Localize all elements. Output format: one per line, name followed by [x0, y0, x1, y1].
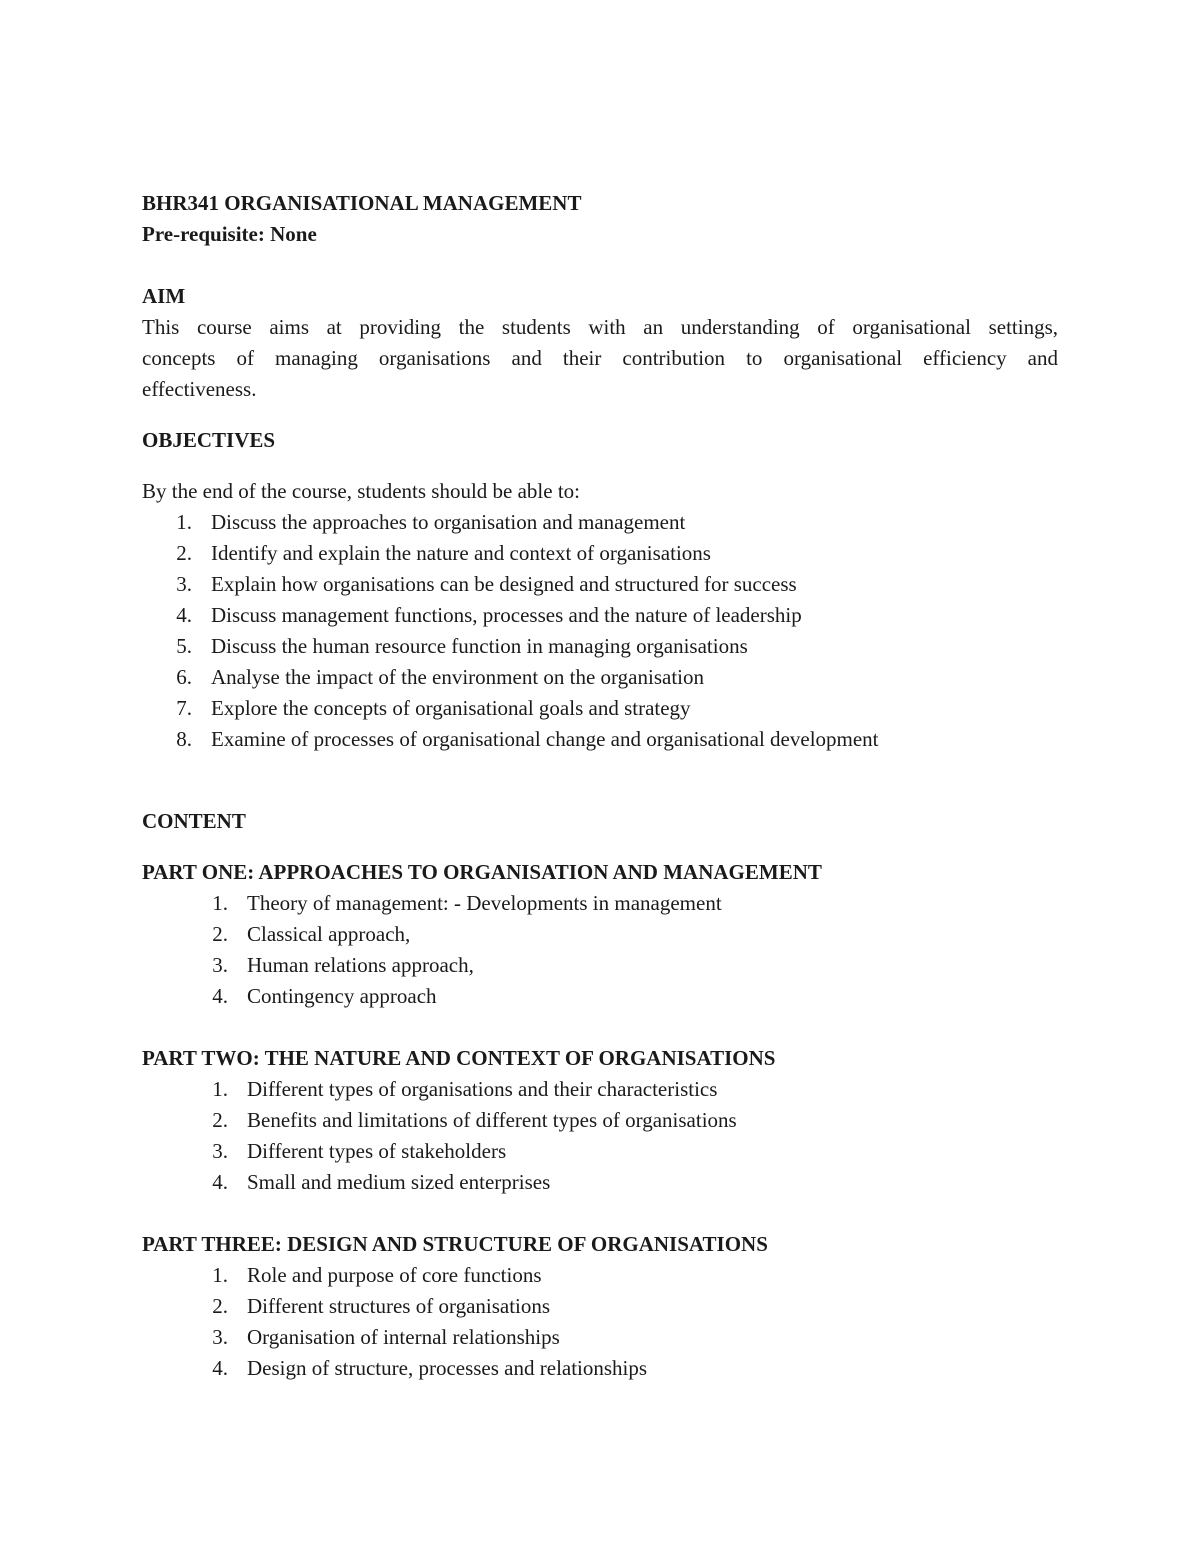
list-text: Analyse the impact of the environment on the organisation — [211, 665, 704, 689]
list-number: 3. — [212, 953, 228, 977]
list-number: 1. — [212, 1077, 228, 1101]
prerequisite: Pre-requisite: None — [142, 222, 317, 246]
list-number: 7. — [176, 696, 192, 720]
list-text: Different structures of organisations — [247, 1294, 551, 1318]
list-number: 2. — [212, 1108, 228, 1132]
list-number: 4. — [212, 984, 228, 1008]
aim-line-2: concepts of managing organisations and their contribution to organisational efficiency and — [142, 346, 1058, 370]
list-number: 1. — [212, 1263, 228, 1287]
part-three-heading: PART THREE: DESIGN AND STRUCTURE OF ORGANISATIONS — [142, 1232, 768, 1256]
list-text: Small and medium sized enterprises — [247, 1170, 551, 1194]
list-text: Identify and explain the nature and context of organisations — [211, 541, 711, 565]
list-text: Organisation of internal relationships — [247, 1325, 560, 1349]
list-text: Explore the concepts of organisational goals and strategy — [211, 696, 691, 720]
part-one-heading: PART ONE: APPROACHES TO ORGANISATION AND MANAGEMENT — [142, 860, 822, 884]
list-text: Classical approach, — [247, 922, 411, 946]
list-text: Benefits and limitations of different types of organisations — [247, 1108, 737, 1132]
list-number: 2. — [176, 541, 192, 565]
list-number: 2. — [212, 1294, 228, 1318]
list-text: Design of structure, processes and relationships — [247, 1356, 648, 1380]
list-number: 4. — [212, 1356, 228, 1380]
list-number: 3. — [212, 1325, 228, 1349]
list-text: Different types of stakeholders — [247, 1139, 507, 1163]
aim-line-3: effectiveness. — [142, 377, 257, 401]
list-text: Discuss management functions, processes and the nature of leadership — [211, 603, 802, 627]
list-text: Contingency approach — [247, 984, 437, 1008]
list-number: 5. — [176, 634, 192, 658]
aim-line-1: This course aims at providing the students with an understanding of organisational settings, — [142, 315, 1058, 339]
list-text: Examine of processes of organisational change and organisational development — [211, 727, 879, 751]
aim-heading: AIM — [142, 284, 186, 308]
list-number: 2. — [212, 922, 228, 946]
list-text: Discuss the human resource function in managing organisations — [211, 634, 748, 658]
list-text: Human relations approach, — [247, 953, 474, 977]
list-number: 1. — [176, 510, 192, 534]
list-number: 1. — [212, 891, 228, 915]
objectives-intro: By the end of the course, students should be able to: — [142, 479, 580, 503]
content-heading: CONTENT — [142, 809, 246, 833]
objectives-heading: OBJECTIVES — [142, 428, 276, 452]
list-text: Role and purpose of core functions — [247, 1263, 542, 1287]
list-text: Explain how organisations can be designed and structured for success — [211, 572, 797, 596]
part-two-heading: PART TWO: THE NATURE AND CONTEXT OF ORGANISATIONS — [142, 1046, 776, 1070]
list-text: Different types of organisations and their characteristics — [247, 1077, 718, 1101]
list-number: 8. — [176, 727, 192, 751]
list-text: Theory of management: - Developments in management — [247, 891, 722, 915]
list-number: 4. — [176, 603, 192, 627]
course-title: BHR341 ORGANISATIONAL MANAGEMENT — [142, 191, 582, 215]
list-text: Discuss the approaches to organisation and management — [211, 510, 686, 534]
list-number: 4. — [212, 1170, 228, 1194]
list-number: 3. — [176, 572, 192, 596]
list-number: 3. — [212, 1139, 228, 1163]
list-number: 6. — [176, 665, 192, 689]
